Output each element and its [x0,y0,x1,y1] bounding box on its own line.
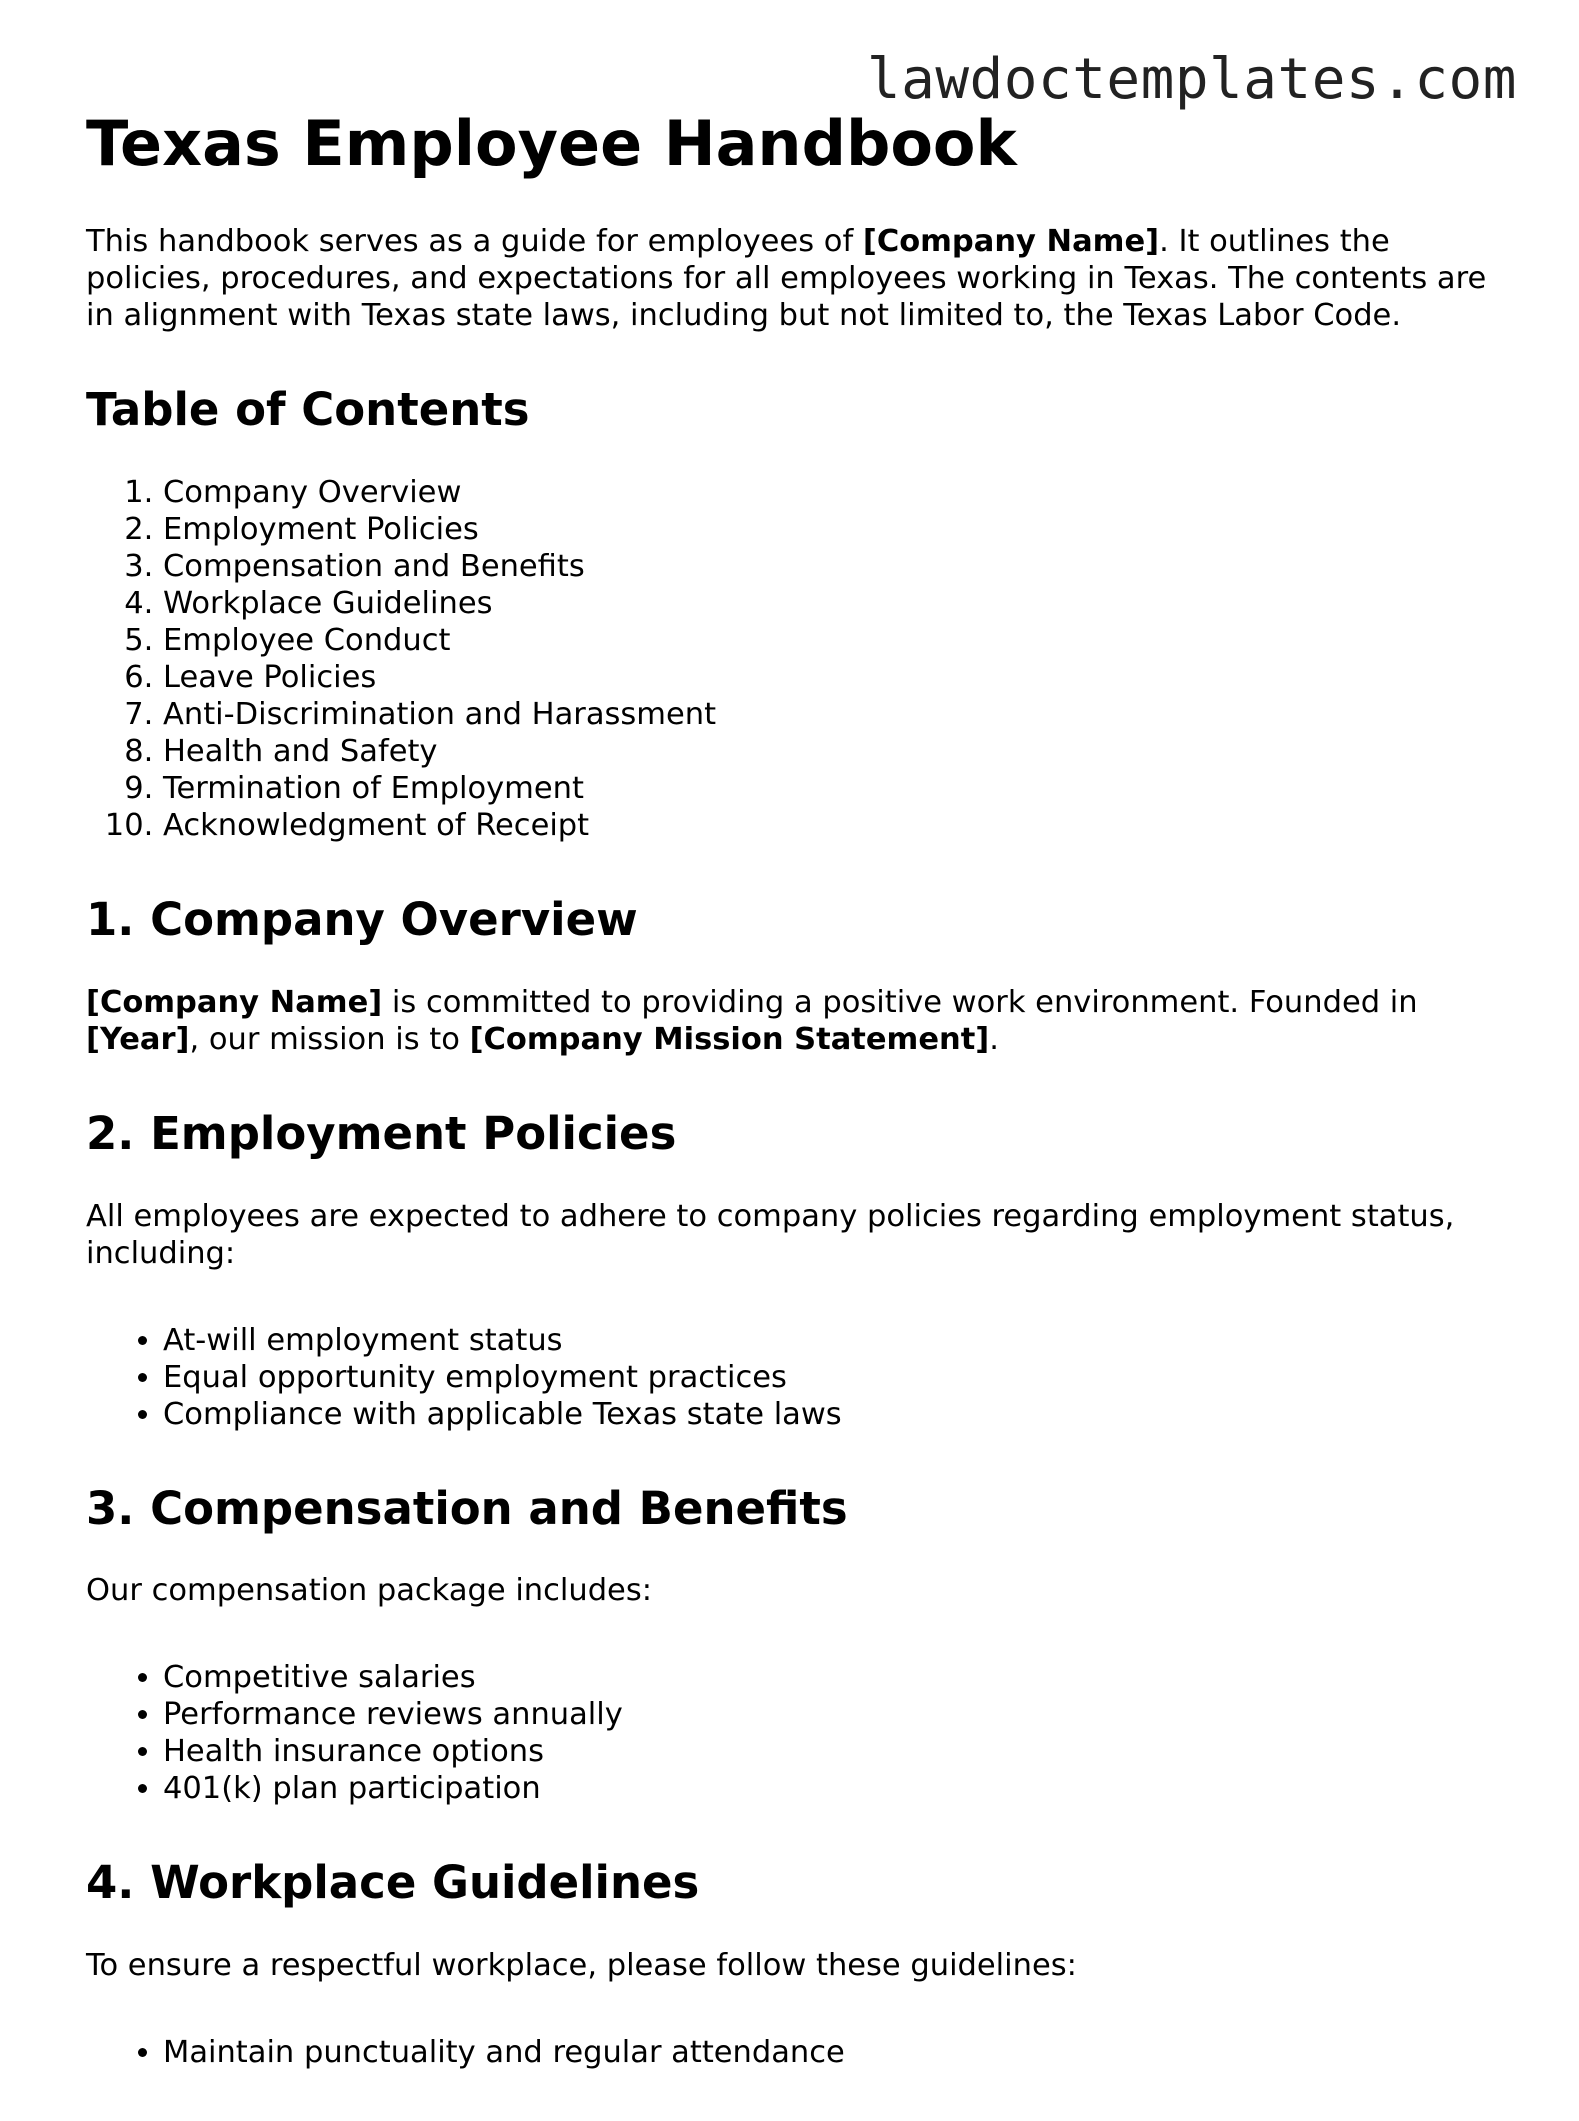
toc-item: 10. Acknowledgment of Receipt [163,807,1506,844]
list-item: • At-will employment status [163,1322,1506,1359]
page-title: Texas Employee Handbook [86,107,1017,180]
list-item: • Competitive salaries [163,1659,1506,1696]
toc-list [86,474,1506,844]
watermark: lawdoctemplates.com [866,47,1517,112]
toc-item: 8. Health and Safety [163,733,1506,770]
section-heading-workplace: 4. Workplace Guidelines [86,1856,700,1910]
toc-item: 1. Company Overview [163,474,1506,511]
list-item: • Performance reviews annually [163,1696,1506,1733]
year-placeholder: [Year] [86,1021,190,1057]
workplace-intro: To ensure a respectful workplace, please follow these guidelines: [86,1948,1077,1984]
toc-item: 9. Termination of Employment [163,770,1506,807]
toc-item: 3. Compensation and Benefits [163,548,1506,585]
intro-text-2: . It outlines the policies, procedures, and expectations for all employees working in Texas. The contents are in alignment with Texas state laws, including but not limited to, the Texas Labor Code. [86,224,1487,334]
workplace-list [86,2034,1506,2071]
overview-paragraph [86,984,1506,1058]
employment-intro: All employees are expected to adhere to company policies regarding employment status, including: [86,1198,1455,1271]
intro-text-1: This handbook serves as a guide for employees of [86,224,863,260]
toc-heading: Table of Contents [86,383,530,437]
toc-item: 5. Employee Conduct [163,622,1506,659]
list-item: • Equal opportunity employment practices [163,1359,1506,1396]
list-item: • Health insurance options [163,1733,1506,1770]
document-body [86,108,1506,2121]
intro-paragraph [86,223,1506,334]
employment-list [86,1322,1506,1433]
compensation-intro: Our compensation package includes: [86,1573,652,1609]
company-name-placeholder: [Company Name] [86,984,383,1020]
list-item: • Maintain punctuality and regular attendance [163,2034,1506,2071]
list-item: • Compliance with applicable Texas state laws [163,1396,1506,1433]
mission-placeholder: [Company Mission Statement] [469,1021,990,1057]
overview-text: . [989,1021,999,1057]
section-heading-employment: 2. Employment Policies [86,1106,677,1160]
toc-item: 7. Anti-Discrimination and Harassment [163,696,1506,733]
toc-item: 4. Workplace Guidelines [163,585,1506,622]
toc-item: 2. Employment Policies [163,511,1506,548]
list-item: • 401(k) plan participation [163,1770,1506,1807]
toc-item: 6. Leave Policies [163,659,1506,696]
overview-text: , our mission is to [189,1021,470,1057]
section-heading-overview: 1. Company Overview [86,893,638,947]
section-heading-compensation: 3. Compensation and Benefits [86,1481,848,1535]
company-name-placeholder: [Company Name] [862,224,1160,260]
overview-text: is committed to providing a positive work environment. Founded in [382,984,1418,1020]
compensation-list [86,1659,1506,1807]
